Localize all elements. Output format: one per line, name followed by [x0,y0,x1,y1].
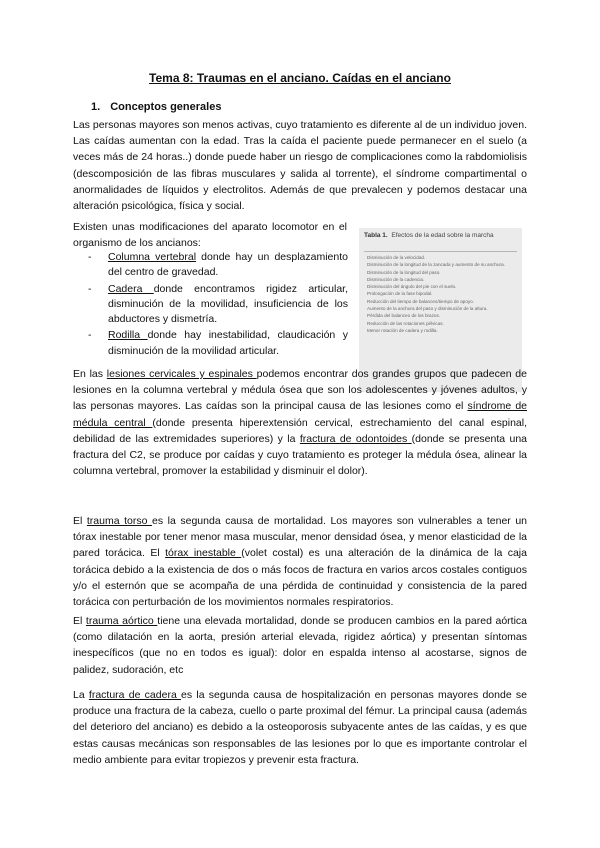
term-spinal-injuries: lesiones cervicales y espinales [106,368,257,380]
table-row: Reducción de las rotaciones pélvicas. [367,320,444,326]
term-torso-trauma: trauma torso [86,515,153,527]
table-title [364,232,514,240]
table-row: Disminución de la longitud del paso. [367,269,441,275]
table-divider [364,251,517,252]
list-item-term: Rodilla [108,329,148,342]
table-row: Disminución de la velocidad. [367,255,426,260]
section-heading [91,101,221,113]
section-label: Conceptos generales [110,101,222,113]
paragraph-spinal-injuries [73,366,527,479]
table-rows [367,255,517,335]
list-item-text: donde hay inestabilidad, claudicación y disminución de la movilidad articular. [108,329,348,357]
list-item [84,328,348,359]
text-run: (volet costal) es una alteración de la dinámica de la caja torácica debido a la existencia de dos o más focos de fractura en varios arcos costales contiguos y/o el esternón que se acompaña de una pérdida de continuidad y consistencia de la pared torácica con perturbación de los movimientos normales respiratorios. [73,547,527,609]
text-run: es la segunda causa de mortalidad. Los mayores son vulnerables a tener un tórax inestable por tener menor masa muscular, menor densidad ósea, y menor elasticidad de la pared torácica. El [73,515,528,560]
table-row: Pérdida del balanceo de los brazos. [367,313,441,319]
paragraph-aortic-trauma [73,613,527,678]
list-item-text: donde encontramos rigidez articular, disminución de la movilidad, insuficiencia de los abductores y dismetría. [108,282,348,326]
locomotor-changes-list [84,250,348,360]
list-item [84,250,348,281]
list-item-text: donde hay un desplazamiento del centro de gravedad. [108,251,348,279]
term-aortic-trauma: trauma aórtico [85,615,158,627]
text-run: podemos encontrar dos grandes grupos que padecen de lesiones en la columna vertebral y médula ósea que son los adolescentes y jóvenes adultos, y las personas mayores. Las caídas son la principal causa de las lesiones como el [73,368,527,413]
table-label: Tabla 1. [364,232,388,239]
table-row: Prolongación de la fase bipodal. [367,291,433,297]
text-run: El [73,515,87,527]
term-hip-fracture: fractura de cadera [88,689,182,701]
term-flail-chest: tórax inestable [165,547,242,560]
text-run: (donde se presenta una fractura del C2, se produce por caídas y cuyo tratamiento es proteger la médula ósea, alinear la columna vertebral, promover la estabilidad y disminuir el dolor). [73,432,528,478]
section-number: 1. [91,101,101,113]
text-run: El [73,615,86,627]
text-run: (donde presenta hiperextensión cervical, estrechamiento del canal espinal, debilidad de las extremidades superiores) y la [73,416,527,445]
table-caption: Efectos de la edad sobre la marcha [391,232,494,239]
table-row: Disminución del ángulo del pie con el suelo. [367,284,457,290]
table-row: Disminución de la longitud de la zancada y aumento de su anchura. [367,262,505,268]
term-central-cord-syndrome: síndrome de médula central [73,400,527,429]
list-item-term: Columna vertebral [108,251,197,263]
table-row: Menor rotación de cadera y rodilla. [367,327,438,333]
table-row: Aumento de la anchura del paso y disminución de la altura. [367,305,488,311]
list-item-term: Cadera [108,282,154,295]
paragraph-locomotor-intro: Existen unas modificaciones del aparato locomotor en el organismo de los ancianos: [73,221,347,250]
paragraph-intro: Las personas mayores son menos activas, cuyo tratamiento es diferente al de un individuo joven. Las caídas aumentan con la edad. Tras la caída el paciente puede permanecer en el suelo (a veces más de 24 horas..) donde puede haber un riesgo de complicaciones como la rabdomiolisis (descomposición de las fibras musculares y salida al torrente), el síndrome compartimental o anormalidades de líquidos y electrolitos. Además de que prevalecen y podemos destacar una alteración psicológica, física y social. [73,119,527,213]
paragraph-torso-trauma [73,513,527,610]
list-item [84,282,348,328]
page-title: Tema 8: Traumas en el anciano. Caídas en el anciano [149,71,451,85]
paragraph-hip-fracture [73,687,527,768]
text-run: En las [73,368,107,380]
table-row: Disminución de la cadencia. [367,276,425,282]
table-row: Reducción del tiempo de balanceo/tiempo de apoyo. [367,298,475,304]
text-run: tiene una elevada mortalidad, donde se producen cambios en la pared aórtica (como dilatación en la aorta, presión arterial elevada, rigidez aórtica) y presentan síntomas inespecíficos (que no en todos es igual): dolor en espalda intenso al acostarse, signos de palidez, sudoración, etc [73,615,528,676]
text-run: es la segunda causa de hospitalización en personas mayores donde se produce una fractura de la cabeza, cuello o parte proximal del fémur. La principal causa (además del deterioro del anciano) es debido a la osteoporosis subyacente antes de las caídas, y es que estas causas mecánicas son responsables de las lesiones por lo que es importante controlar el medio ambiente para evitar tropiezos y prevenir esta fractura. [73,689,527,766]
text-run: La [73,689,89,701]
term-odontoid-fracture: fractura de odontoides [299,432,412,445]
